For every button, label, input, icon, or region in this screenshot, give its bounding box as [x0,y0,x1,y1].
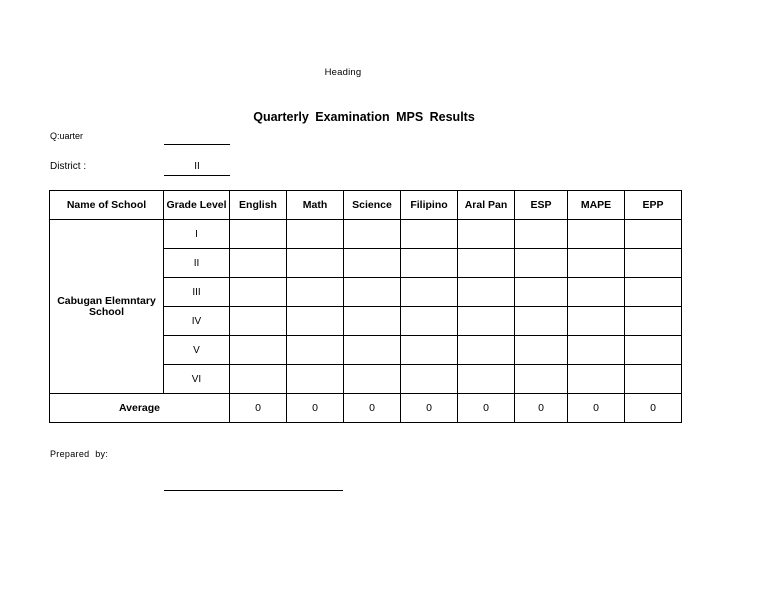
header-esp: ESP [515,191,568,220]
score-cell[interactable] [287,249,344,278]
score-cell[interactable] [344,220,401,249]
score-cell[interactable] [458,220,515,249]
score-cell[interactable] [568,365,625,394]
quarter-label: Q:uarter [50,131,84,141]
prepared-by-label: Prepared by: [50,449,109,459]
average-english: 0 [230,394,287,423]
score-cell[interactable] [458,249,515,278]
score-cell[interactable] [458,336,515,365]
score-cell[interactable] [344,365,401,394]
score-cell[interactable] [401,336,458,365]
average-row [50,394,682,423]
score-cell[interactable] [230,307,287,336]
quarter-field[interactable] [164,130,230,145]
score-cell[interactable] [230,336,287,365]
score-cell[interactable] [401,307,458,336]
score-cell[interactable] [625,220,682,249]
score-cell[interactable] [287,365,344,394]
header-epp: EPP [625,191,682,220]
grade-cell: I [164,220,230,249]
score-cell[interactable] [401,278,458,307]
header-row [50,191,682,220]
score-cell[interactable] [230,249,287,278]
score-cell[interactable] [568,278,625,307]
average-filipino: 0 [401,394,458,423]
header-grade-level: Grade Level [164,191,230,220]
document-heading: Heading [324,67,362,78]
mps-results-table [49,190,682,423]
district-label: District : [50,161,87,172]
score-cell[interactable] [401,249,458,278]
score-cell[interactable] [515,278,568,307]
grade-cell: IV [164,307,230,336]
score-cell[interactable] [458,307,515,336]
score-cell[interactable] [287,336,344,365]
score-cell[interactable] [230,220,287,249]
score-cell[interactable] [344,278,401,307]
score-cell[interactable] [230,365,287,394]
district-field[interactable]: II [164,161,230,176]
score-cell[interactable] [568,220,625,249]
average-label: Average [50,394,230,423]
grade-cell: II [164,249,230,278]
average-math: 0 [287,394,344,423]
score-cell[interactable] [230,278,287,307]
score-cell[interactable] [568,249,625,278]
score-cell[interactable] [401,365,458,394]
score-cell[interactable] [625,278,682,307]
grade-cell: VI [164,365,230,394]
score-cell[interactable] [344,336,401,365]
score-cell[interactable] [568,307,625,336]
average-epp: 0 [625,394,682,423]
score-cell[interactable] [458,278,515,307]
school-name-cell: Cabugan Elemntary School [50,220,164,394]
table-row [50,220,682,249]
score-cell[interactable] [344,307,401,336]
header-science: Science [344,191,401,220]
score-cell[interactable] [515,365,568,394]
average-esp: 0 [515,394,568,423]
average-aral-pan: 0 [458,394,515,423]
score-cell[interactable] [515,249,568,278]
score-cell[interactable] [515,307,568,336]
grade-cell: V [164,336,230,365]
score-cell[interactable] [568,336,625,365]
score-cell[interactable] [515,336,568,365]
score-cell[interactable] [287,220,344,249]
grade-cell: III [164,278,230,307]
score-cell[interactable] [287,307,344,336]
score-cell[interactable] [344,249,401,278]
score-cell[interactable] [458,365,515,394]
header-name-of-school: Name of School [50,191,164,220]
score-cell[interactable] [401,220,458,249]
score-cell[interactable] [625,307,682,336]
header-math: Math [287,191,344,220]
score-cell[interactable] [625,249,682,278]
signature-line[interactable] [164,490,343,491]
header-mape: MAPE [568,191,625,220]
average-mape: 0 [568,394,625,423]
header-english: English [230,191,287,220]
average-science: 0 [344,394,401,423]
header-filipino: Filipino [401,191,458,220]
score-cell[interactable] [625,365,682,394]
score-cell[interactable] [515,220,568,249]
score-cell[interactable] [287,278,344,307]
header-aral-pan: Aral Pan [458,191,515,220]
document-title: Quarterly Examination MPS Results [253,110,475,124]
score-cell[interactable] [625,336,682,365]
